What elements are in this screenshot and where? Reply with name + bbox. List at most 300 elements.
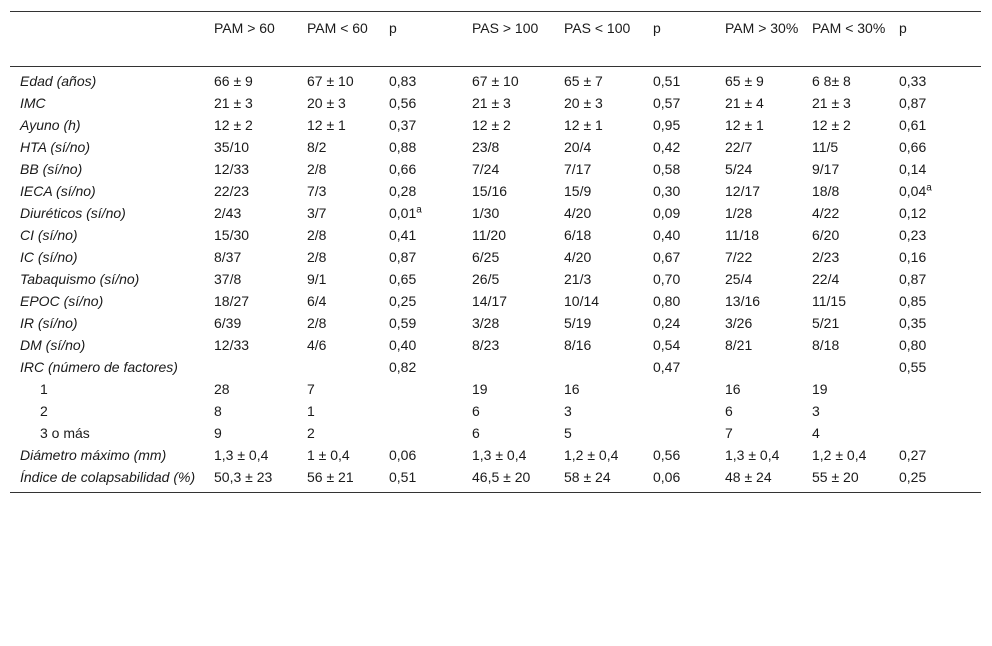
table-cell: [808, 290, 895, 312]
table-cell: [649, 224, 721, 246]
table-cell: [210, 356, 303, 378]
cell-value: 2/23: [812, 249, 840, 265]
table-cell: [721, 444, 808, 466]
table-cell: [895, 400, 981, 422]
table-cell: [385, 180, 468, 202]
table-cell: [210, 246, 303, 268]
table-cell: [649, 136, 721, 158]
table-cell: [385, 356, 468, 378]
cell-value: 0,47: [653, 359, 681, 375]
cell-value: 0,56: [389, 95, 417, 111]
cell-value: 9/17: [812, 161, 840, 177]
cell-value: 0,85: [899, 293, 927, 309]
cell-value: 35/10: [214, 139, 250, 155]
table-cell: [303, 158, 385, 180]
table-cell: [649, 246, 721, 268]
table-cell: [303, 246, 385, 268]
table-cell: [560, 224, 649, 246]
cell-value: 1: [307, 403, 315, 419]
cell-value: 0,37: [389, 117, 417, 133]
cell-value: 1,2 ± 0,4: [812, 447, 867, 463]
cell-value: 0,06: [653, 469, 681, 485]
header-cell: p: [653, 20, 661, 36]
table-cell: [808, 378, 895, 400]
table-cell: [649, 422, 721, 444]
table-cell: [560, 92, 649, 114]
cell-value: 4/20: [564, 205, 592, 221]
cell-value: 0,66: [389, 161, 417, 177]
cell-value: 11/5: [812, 139, 839, 155]
cell-value: 0,14: [899, 161, 927, 177]
table-cell: [721, 422, 808, 444]
table-cell: [895, 466, 981, 493]
table-cell: [560, 356, 649, 378]
cell-value: 20 ± 3: [564, 95, 603, 111]
cell-value: 12 ± 2: [214, 117, 253, 133]
table-cell: [468, 67, 560, 93]
header-cell: p: [389, 20, 397, 36]
cell-value: 6: [472, 425, 480, 441]
table-row: [10, 356, 981, 378]
table-cell: [649, 268, 721, 290]
table-cell: [721, 224, 808, 246]
cell-value: 8/21: [725, 337, 753, 353]
table-cell: [385, 268, 468, 290]
cell-value: 50,3 ± 23: [214, 469, 273, 485]
cell-value: 0,80: [653, 293, 681, 309]
table-cell: [895, 136, 981, 158]
cell-value: 56 ± 21: [307, 469, 354, 485]
cell-value: 0,27: [899, 447, 927, 463]
table-cell: [385, 400, 468, 422]
cell-value: 0,65: [389, 271, 417, 287]
table-row: [10, 92, 981, 114]
cell-value: 21 ± 4: [725, 95, 764, 111]
cell-value: 65 ± 9: [725, 73, 764, 89]
table-cell: [468, 378, 560, 400]
table-cell: [468, 92, 560, 114]
cell-value: 6: [472, 403, 480, 419]
table-cell: [385, 466, 468, 493]
cell-value: 7/17: [564, 161, 592, 177]
row-label: Diámetro máximo (mm): [20, 447, 167, 463]
table-cell: [649, 466, 721, 493]
cell-value: 67 ± 10: [307, 73, 354, 89]
table-cell: [468, 444, 560, 466]
table-row: [10, 334, 981, 356]
cell-value: 21 ± 3: [214, 95, 253, 111]
table-cell: [210, 334, 303, 356]
table-cell: [721, 67, 808, 93]
table-cell: [808, 180, 895, 202]
table-cell: [468, 158, 560, 180]
cell-value: 0,16: [899, 249, 927, 265]
table-cell: [808, 92, 895, 114]
table-cell: [210, 158, 303, 180]
cell-value: 28: [214, 381, 230, 397]
header-cell: PAM > 60: [214, 20, 275, 36]
cell-value: 6/25: [472, 249, 500, 265]
cell-value: 12/33: [214, 161, 250, 177]
row-label: BB (sí/no): [20, 161, 83, 177]
table-cell: [808, 312, 895, 334]
cell-value: 65 ± 7: [564, 73, 603, 89]
cell-value: 0,59: [389, 315, 417, 331]
cell-value: 5/24: [725, 161, 753, 177]
cell-value: 0,23: [899, 227, 927, 243]
cell-value: 18/8: [812, 183, 840, 199]
table-cell: [210, 422, 303, 444]
table-cell: [385, 114, 468, 136]
table-cell: [808, 114, 895, 136]
cell-value: 21 ± 3: [472, 95, 511, 111]
table-cell: [468, 114, 560, 136]
cell-value: 8/2: [307, 139, 327, 155]
table-cell: [895, 422, 981, 444]
table-row: [10, 67, 981, 93]
cell-value: 1,2 ± 0,4: [564, 447, 619, 463]
cell-value: 1,3 ± 0,4: [214, 447, 269, 463]
table-cell: [468, 422, 560, 444]
cell-value: 4/6: [307, 337, 327, 353]
cell-value: 19: [812, 381, 828, 397]
cell-value: 0,95: [653, 117, 681, 133]
table-row: [10, 444, 981, 466]
table-cell: [468, 334, 560, 356]
footnote-marker: a: [926, 182, 932, 194]
table-cell: [210, 202, 303, 224]
table-cell: [895, 224, 981, 246]
table-cell: [808, 334, 895, 356]
cell-value: 67 ± 10: [472, 73, 519, 89]
cell-value: 12 ± 1: [564, 117, 603, 133]
cell-value: 0,54: [653, 337, 681, 353]
cell-value: 4/22: [812, 205, 840, 221]
cell-value: 7: [307, 381, 315, 397]
cell-value: 2: [307, 425, 315, 441]
table-cell: [560, 202, 649, 224]
cell-value: 26/5: [472, 271, 500, 287]
table-cell: [303, 312, 385, 334]
table-row: [10, 466, 981, 493]
table-row: [10, 268, 981, 290]
cell-value: 0,87: [899, 95, 927, 111]
table-cell: [560, 290, 649, 312]
table-cell: [808, 202, 895, 224]
table-cell: [210, 224, 303, 246]
table-cell: [210, 268, 303, 290]
cell-value: 1/30: [472, 205, 500, 221]
cell-value: 0,56: [653, 447, 681, 463]
cell-value: 3: [812, 403, 820, 419]
cell-value: 0,51: [389, 469, 417, 485]
table-cell: [808, 466, 895, 493]
table-cell: [303, 114, 385, 136]
cell-value: 0,83: [389, 73, 417, 89]
row-label: DM (sí/no): [20, 337, 86, 353]
cell-value: 8/18: [812, 337, 840, 353]
cell-value: 20/4: [564, 139, 592, 155]
table-cell: [649, 334, 721, 356]
cell-value: 2/43: [214, 205, 242, 221]
table-cell: [895, 378, 981, 400]
cell-value: 0,41: [389, 227, 417, 243]
table-cell: [895, 158, 981, 180]
table-cell: [385, 224, 468, 246]
table-cell: [468, 268, 560, 290]
cell-value: 3/26: [725, 315, 753, 331]
table-cell: [385, 312, 468, 334]
cell-value: 58 ± 24: [564, 469, 611, 485]
cell-value: 1,3 ± 0,4: [725, 447, 780, 463]
cell-value: 0,06: [389, 447, 417, 463]
table-cell: [808, 444, 895, 466]
table-cell: [468, 246, 560, 268]
table-cell: [560, 422, 649, 444]
table-cell: [385, 158, 468, 180]
cell-value: 0,42: [653, 139, 681, 155]
table-row: [10, 202, 981, 224]
cell-value: 0,57: [653, 95, 681, 111]
cell-value: 11/20: [472, 227, 506, 243]
table-cell: [468, 466, 560, 493]
cell-value: 5: [564, 425, 572, 441]
row-label: Ayuno (h): [20, 117, 81, 133]
table-body: [10, 67, 981, 493]
cell-value: 0,40: [653, 227, 681, 243]
cell-value: 0,87: [899, 271, 927, 287]
table-cell: [468, 290, 560, 312]
table-cell: [303, 136, 385, 158]
row-label: EPOC (sí/no): [20, 293, 104, 309]
table-cell: [303, 400, 385, 422]
header-cell: PAM < 60: [307, 20, 368, 36]
table-cell: [721, 290, 808, 312]
table-cell: [385, 246, 468, 268]
table-cell: [808, 246, 895, 268]
table-cell: [560, 312, 649, 334]
table-cell: [721, 202, 808, 224]
table-cell: [560, 466, 649, 493]
table-cell: [808, 136, 895, 158]
table-cell: [303, 92, 385, 114]
table-cell: [385, 67, 468, 93]
cell-value: 7: [725, 425, 733, 441]
table-cell: [649, 114, 721, 136]
cell-value: 14/17: [472, 293, 508, 309]
cell-value: 0,87: [389, 249, 417, 265]
cell-value: 1,3 ± 0,4: [472, 447, 527, 463]
header-cell: PAS > 100: [472, 20, 539, 36]
table-row: [10, 180, 981, 202]
table-cell: [210, 290, 303, 312]
cell-value: 0,09: [653, 205, 681, 221]
row-label: 3 o más: [40, 425, 90, 441]
table-cell: [385, 136, 468, 158]
cell-value: 9/1: [307, 271, 327, 287]
table-cell: [649, 180, 721, 202]
table-cell: [721, 356, 808, 378]
table-cell: [649, 400, 721, 422]
cell-value: 37/8: [214, 271, 242, 287]
cell-value: 15/16: [472, 183, 508, 199]
table-row: [10, 378, 981, 400]
table-row: [10, 224, 981, 246]
table-cell: [210, 92, 303, 114]
table-cell: [468, 180, 560, 202]
cell-value: 12/17: [725, 183, 761, 199]
cell-value: 7/22: [725, 249, 753, 265]
table-cell: [468, 136, 560, 158]
table-row: [10, 114, 981, 136]
cell-value: 0,88: [389, 139, 417, 155]
table-cell: [649, 290, 721, 312]
table-cell: [468, 224, 560, 246]
table-cell: [721, 400, 808, 422]
cell-value: 22/7: [725, 139, 753, 155]
cell-value: 7/3: [307, 183, 327, 199]
table-cell: [895, 67, 981, 93]
cell-value: 25/4: [725, 271, 753, 287]
data-table: [10, 11, 981, 493]
cell-value: 4: [812, 425, 820, 441]
cell-value: 19: [472, 381, 488, 397]
footnote-marker: a: [416, 204, 422, 216]
table-cell: [895, 290, 981, 312]
cell-value: 0,35: [899, 315, 927, 331]
cell-value: 0,33: [899, 73, 927, 89]
cell-value: 16: [725, 381, 741, 397]
cell-value: 3/28: [472, 315, 500, 331]
cell-value: 0,12: [899, 205, 927, 221]
cell-value: 66 ± 9: [214, 73, 253, 89]
cell-value: 9: [214, 425, 222, 441]
table-cell: [808, 268, 895, 290]
table-cell: [385, 422, 468, 444]
cell-value: 0,55: [899, 359, 927, 375]
cell-value: 0,66: [899, 139, 927, 155]
table-cell: [721, 466, 808, 493]
cell-value: 0,80: [899, 337, 927, 353]
cell-value: 6/4: [307, 293, 327, 309]
table-cell: [210, 136, 303, 158]
table-cell: [210, 180, 303, 202]
table-cell: [303, 180, 385, 202]
table-cell: [303, 422, 385, 444]
table-cell: [721, 180, 808, 202]
header-cell: PAS < 100: [564, 20, 631, 36]
table-cell: [895, 312, 981, 334]
cell-value: 6/20: [812, 227, 840, 243]
cell-value: 15/30: [214, 227, 250, 243]
table-cell: [721, 246, 808, 268]
table-cell: [560, 136, 649, 158]
row-label: IC (sí/no): [20, 249, 78, 265]
table-cell: [560, 378, 649, 400]
row-label: Edad (años): [20, 73, 97, 89]
row-label: HTA (sí/no): [20, 139, 91, 155]
cell-value: 0,51: [653, 73, 681, 89]
row-label: 2: [40, 403, 48, 419]
table-cell: [895, 114, 981, 136]
cell-value: 0,67: [653, 249, 681, 265]
table-row: [10, 290, 981, 312]
cell-value: 3/7: [307, 205, 327, 221]
table-cell: [649, 92, 721, 114]
table-cell: [303, 378, 385, 400]
table-cell: [895, 356, 981, 378]
table-cell: [468, 202, 560, 224]
header-cell: PAM < 30%: [812, 20, 886, 36]
cell-value: 10/14: [564, 293, 600, 309]
cell-value: 8/37: [214, 249, 242, 265]
table-cell: [303, 334, 385, 356]
table-row: [10, 312, 981, 334]
table-cell: [721, 158, 808, 180]
table-cell: [895, 202, 981, 224]
table-cell: [385, 378, 468, 400]
cell-value: 12 ± 1: [307, 117, 346, 133]
cell-value: 23/8: [472, 139, 500, 155]
table-cell: [721, 136, 808, 158]
cell-value: 0,04: [899, 183, 927, 199]
table-row: [10, 246, 981, 268]
cell-value: 1/28: [725, 205, 753, 221]
table-cell: [560, 268, 649, 290]
table-cell: [468, 312, 560, 334]
row-label: Tabaquismo (sí/no): [20, 271, 140, 287]
table-cell: [895, 92, 981, 114]
cell-value: 8/23: [472, 337, 500, 353]
cell-value: 6/39: [214, 315, 242, 331]
table-cell: [210, 378, 303, 400]
row-label: CI (sí/no): [20, 227, 78, 243]
table-cell: [649, 356, 721, 378]
table-cell: [210, 114, 303, 136]
table-cell: [560, 180, 649, 202]
cell-value: 1 ± 0,4: [307, 447, 350, 463]
table-cell: [895, 334, 981, 356]
table-cell: [895, 268, 981, 290]
table-cell: [560, 444, 649, 466]
cell-value: 22/23: [214, 183, 250, 199]
table-cell: [385, 290, 468, 312]
table-cell: [303, 444, 385, 466]
table-cell: [721, 334, 808, 356]
table-cell: [649, 378, 721, 400]
cell-value: 0,25: [389, 293, 417, 309]
table-cell: [303, 356, 385, 378]
cell-value: 0,58: [653, 161, 681, 177]
cell-value: 12 ± 1: [725, 117, 764, 133]
cell-value: 15/9: [564, 183, 592, 199]
cell-value: 5/21: [812, 315, 840, 331]
cell-value: 3: [564, 403, 572, 419]
table-cell: [303, 224, 385, 246]
cell-value: 2/8: [307, 227, 327, 243]
cell-value: 22/4: [812, 271, 840, 287]
table-cell: [895, 180, 981, 202]
table-cell: [210, 312, 303, 334]
table-cell: [895, 246, 981, 268]
table-row: [10, 136, 981, 158]
cell-value: 2/8: [307, 161, 327, 177]
cell-value: 11/15: [812, 293, 846, 309]
cell-value: 5/19: [564, 315, 592, 331]
row-label: Índice de colapsabilidad (%): [20, 469, 196, 485]
table-cell: [721, 268, 808, 290]
cell-value: 16: [564, 381, 580, 397]
